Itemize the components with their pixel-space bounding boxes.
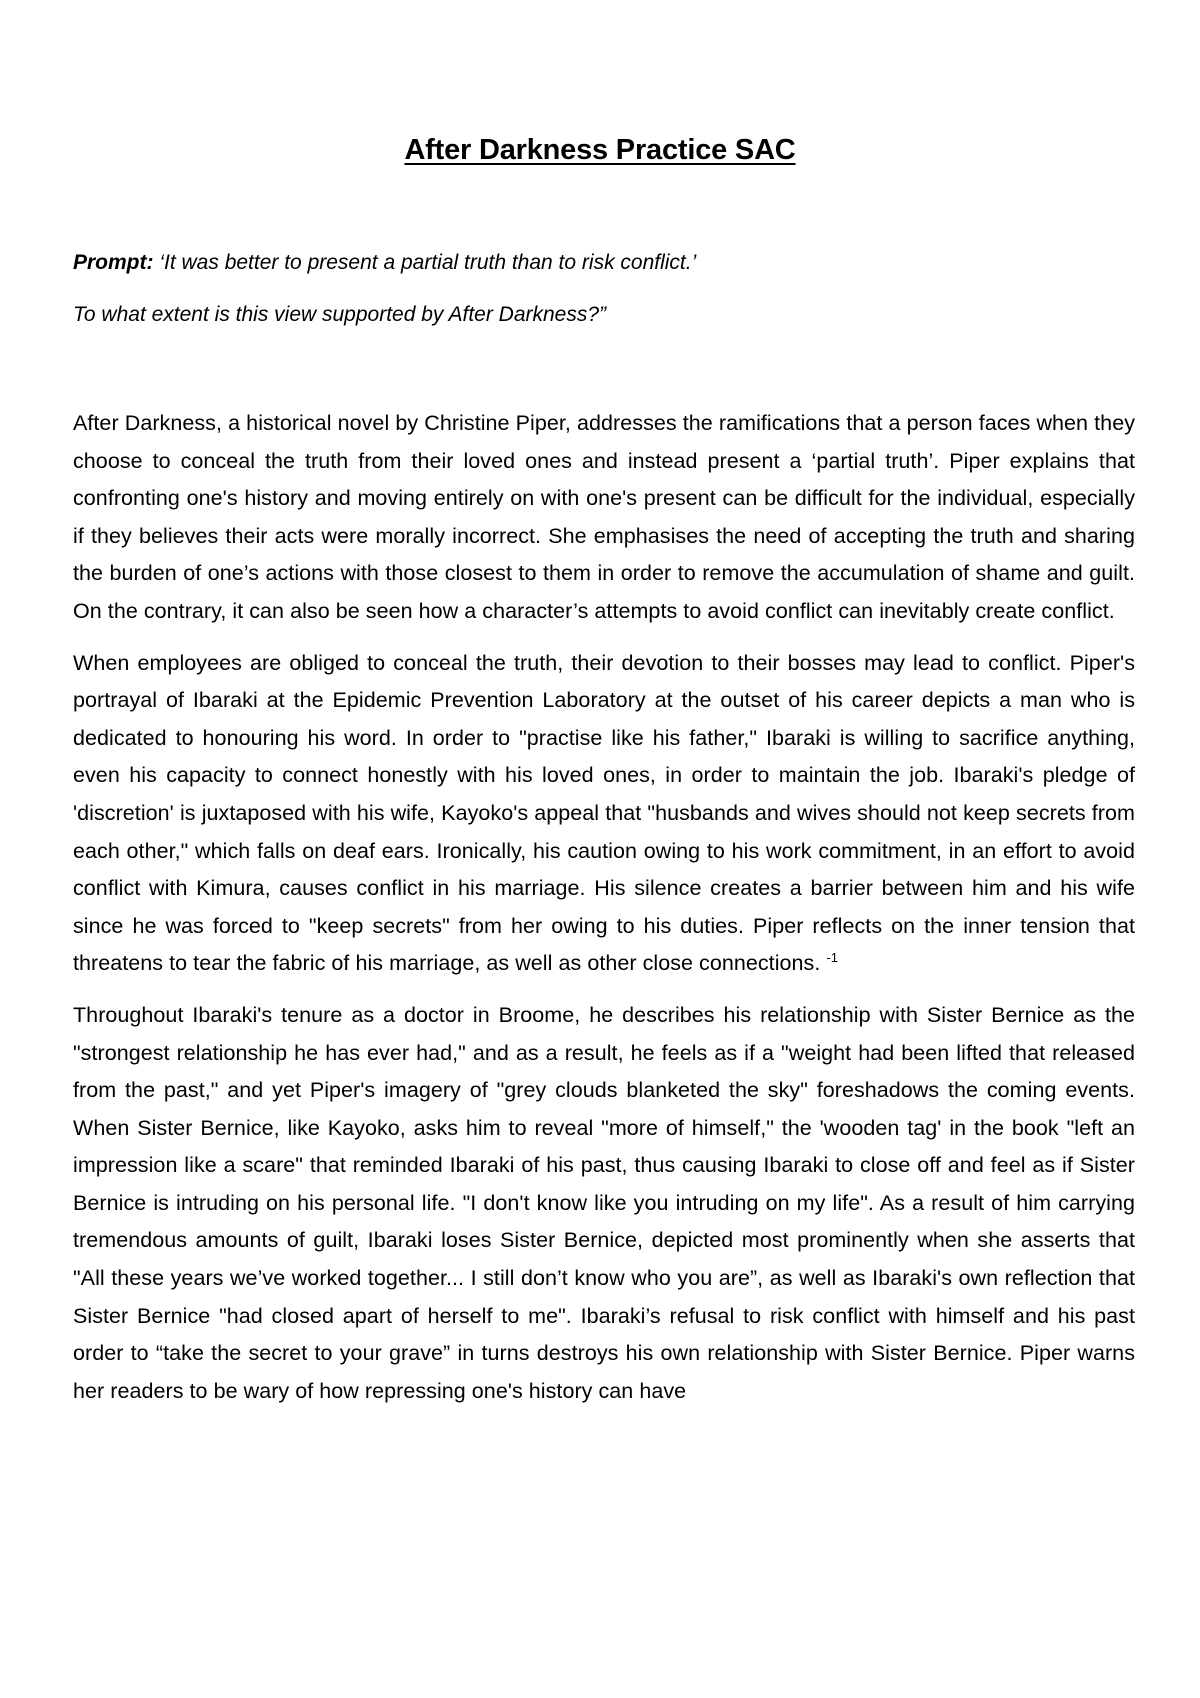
prompt-label: Prompt:	[73, 251, 154, 274]
prompt-line	[73, 248, 696, 278]
footnote-mark: -1	[826, 950, 839, 966]
prompt-text: ‘It was better to present a partial truth than to risk conflict.’	[159, 251, 697, 274]
paragraph-body-1	[73, 645, 1135, 983]
paragraph-intro: After Darkness, a historical novel by Christine Piper, addresses the ramifications that a person faces when they choose to conceal the truth from their loved ones and instead present a ‘partial truth’. Piper explains that confronting one's history and moving entirely on with one's present can be difficult for the individual, especially if they believes their acts were morally incorrect. She emphasises the need of accepting the truth and sharing the burden of one’s actions with those closest to them in order to remove the accumulation of shame and guilt. On the contrary, it can also be seen how a character’s attempts to avoid conflict can inevitably create conflict.	[73, 411, 1135, 623]
paragraph-body-1-text: When employees are obliged to conceal the truth, their devotion to their bosses may lead to conflict. Piper's portrayal of Ibaraki at the Epidemic Prevention Laboratory at the outset of his career depicts a man who is dedicated to honouring his word. In order to "practise like his father," Ibaraki is willing to sacrifice anything, even his capacity to connect honestly with his loved ones, in order to maintain the job. Ibaraki's pledge of 'discretion' is juxtaposed with his wife, Kayoko's appeal that "husbands and wives should not keep secrets from each other," which falls on deaf ears. Ironically, his caution owing to his work commitment, in an effort to avoid conflict with Kimura, causes conflict in his marriage. His silence creates a barrier between him and his wife since he was forced to "keep secrets" from her owing to his duties. Piper reflects on the inner tension that threatens to tear the fabric of his marriage, as well as other close connections.	[73, 650, 1135, 976]
essay-body	[73, 405, 1135, 1424]
page-title: After Darkness Practice SAC	[404, 134, 796, 166]
prompt-question: To what extent is this view supported by After Darkness?”	[73, 303, 607, 326]
paragraph-body-2: Throughout Ibaraki's tenure as a doctor in Broome, he describes his relationship with Sister Bernice as the "strongest relationship he has ever had," and as a result, he feels as if a "weight had been lifted that released from the past," and yet Piper's imagery of "grey clouds blanketed the sky" foreshadows the coming events. When Sister Bernice, like Kayoko, asks him to reveal "more of himself," the 'wooden tag' in the book "left an impression like a scare" that reminded Ibaraki of his past, thus causing Ibaraki to close off and feel as if Sister Bernice is intruding on his personal life. "I don't know like you intruding on my life". As a result of him carrying tremendous amounts of guilt, Ibaraki loses Sister Bernice, depicted most prominently when she asserts that "All these years we’ve worked together... I still don’t know who you are”, as well as Ibaraki's own reflection that Sister Bernice "had closed apart of herself to me". Ibaraki’s refusal to risk conflict with himself and his past order to “take the secret to your grave” in turns destroys his own relationship with Sister Bernice. Piper warns her readers to be wary of how repressing one's history can have	[73, 1002, 1135, 1403]
